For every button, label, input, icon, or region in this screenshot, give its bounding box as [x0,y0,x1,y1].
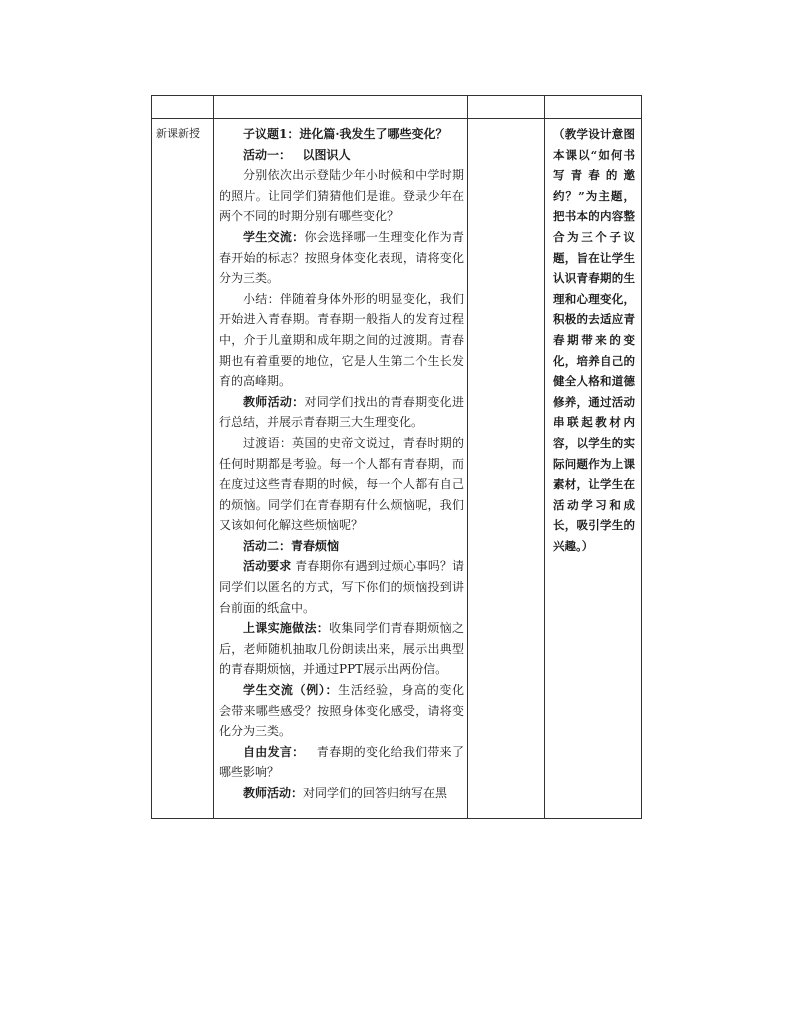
section-label: 新课新授 [156,127,200,140]
main-content [214,119,467,818]
student-exchange: 学生交流：你会选择哪一生理变化作为青春开始的标志？按照身体变化表现，请将变化分为三类。 [219,229,464,286]
empty-cell [468,119,545,819]
section-label-cell [152,119,214,819]
lesson-plan-table [151,95,642,819]
subtopic-title: 子议题1：进化篇·我发生了哪些变化？ [243,127,448,141]
header-cell [152,96,214,119]
summary: 小结：伴随着身体外形的明显变化，我们开始进入青春期。青春期一般指人的发育过程中，介于儿童期和成年期之间的过渡期。青春期也有着重要的地位，它是人生第二个生长发育的高峰期。 [219,291,464,389]
activity1-heading: 活动一： 以图识人 [243,147,351,162]
design-intent: （教学设计意图 本课以“如何书写青春的邀约？”为主题，把书本的内容整合为三个子议题，旨在让学生认识青春期的生理和心理变化，积极的去适应青春期带来的变化，培养自己的健全人格和道德修养，通过活动串联起教材内容，以学生的实际问题作为上课素材，让学生在活动学习和成长，吸引学生的兴趣。） [553,127,635,553]
header-cell [214,96,468,119]
implementation: 上课实施做法：收集同学们青春期烦恼之后，老师随机抽取几份朗读出来，展示出典型的青春期烦恼，并通过PPT展示出两份信。 [219,621,464,677]
table-row [152,119,642,819]
design-intent-cell [545,119,642,819]
teacher-activity-1: 教师活动：对同学们找出的青春期变化进行总结，并展示青春期三大生理变化。 [219,394,464,430]
table-header-row [152,96,642,119]
main-content-cell [214,119,468,819]
transition: 过渡语：英国的史帝文说过，青春时期的任何时期都是考验。每一个人都有青春期，而在度过这些青春期的时候，每一个人都有自己的烦恼。同学们在青春期有什么烦恼呢，我们又该如何化解这些烦恼呢？ [219,435,464,533]
activity1-text: 分别依次出示登陆少年小时候和中学时期的照片。让同学们猜猜他们是谁。登录少年在两个不同的时期分别有哪些变化？ [219,168,464,224]
student-exchange-example: 学生交流（例）：生活经验，身高的变化会带来哪些感受？按照身体变化感受，请将变化分为三类。 [219,683,464,739]
free-speech: 自由发言： 青春期的变化给我们带来了哪些影响？ [219,744,464,780]
teacher-activity-2: 教师活动：对同学们的回答归纳写在黑 [243,786,448,800]
header-cell [468,96,545,119]
activity-requirement: 活动要求 青春期你有遇到过烦心事吗？请同学们以匿名的方式，写下你们的烦恼投到讲台前面的纸盒中。 [219,559,464,615]
header-cell [545,96,642,119]
activity2-heading: 活动二：青春烦恼 [243,538,340,553]
